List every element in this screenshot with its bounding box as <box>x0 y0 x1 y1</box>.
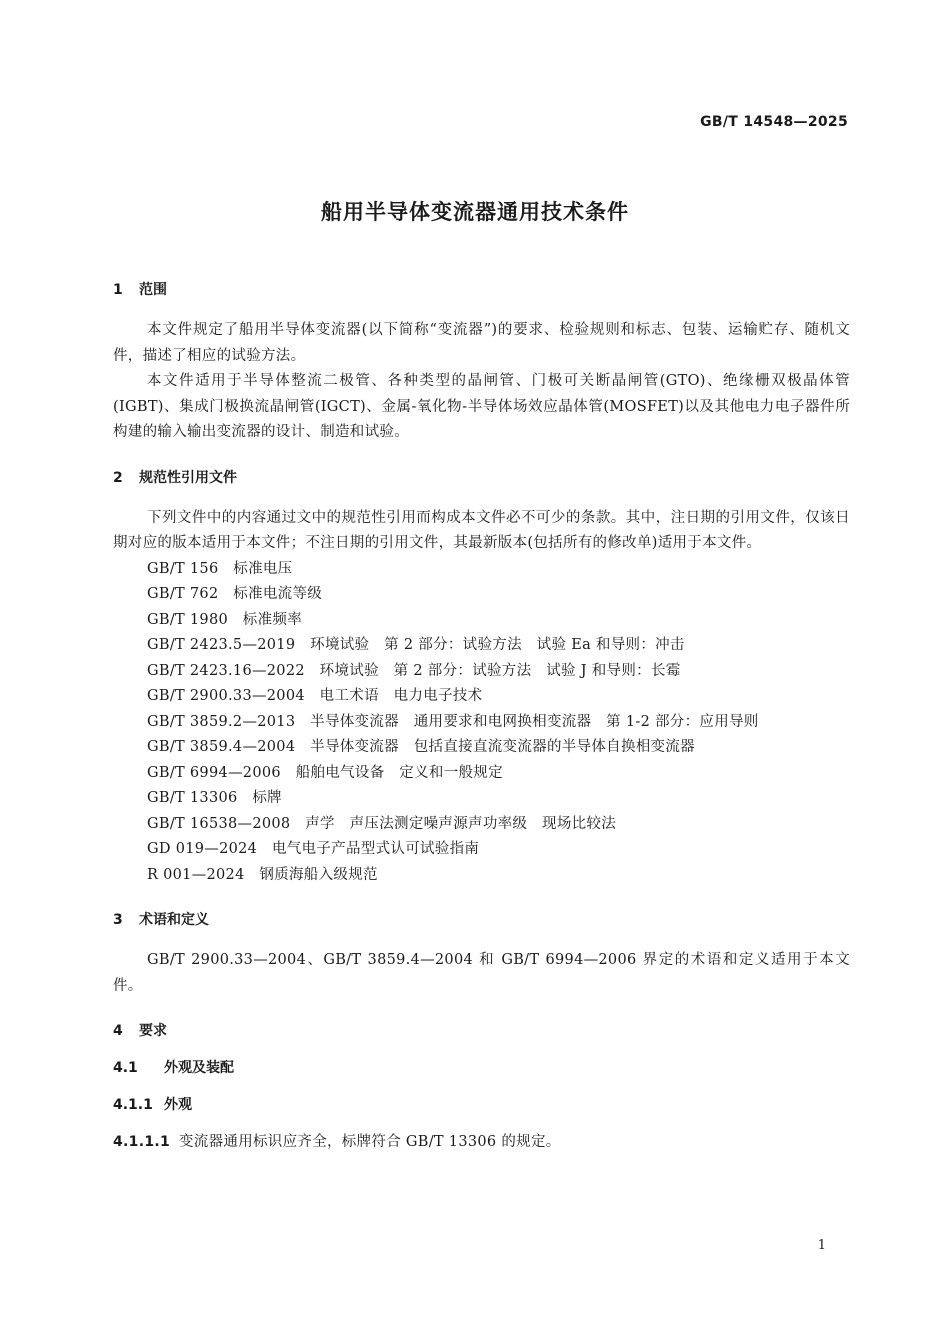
reference-item: GD 019—2024 电气电子产品型式认可试验指南 <box>147 841 480 857</box>
reference-item: GB/T 16538—2008 声学 声压法测定噪声源声功率级 现场比较法 <box>147 815 617 832</box>
reference-item: GB/T 762 标准电流等级 <box>147 586 323 602</box>
section-title: 规范性引用文件 <box>139 469 237 486</box>
reference-item: GB/T 6994—2006 船舶电气设备 定义和一般规定 <box>147 764 503 781</box>
subsection-title: 外观 <box>164 1097 192 1113</box>
subsection-number: 4.1.1 <box>113 1097 153 1113</box>
section-number: 1 <box>113 282 123 298</box>
document-title: 船用半导体变流器通用技术条件 <box>321 200 629 224</box>
section-heading-scope <box>113 278 850 302</box>
reference-item: GB/T 2423.16—2022 环境试验 第 2 部分：试验方法 试验 J 和导则：长霉 <box>147 662 681 679</box>
section-title: 术语和定义 <box>139 912 209 928</box>
reference-item: GB/T 156 标准电压 <box>147 560 293 577</box>
subsection-title: 外观及装配 <box>164 1060 234 1076</box>
section-number: 3 <box>113 912 123 928</box>
paragraph: GB/T 2900.33—2004、GB/T 3859.4—2004 和 GB/T 6994—2006 界定的术语和定义适用于本文件。 <box>113 952 850 994</box>
section-title: 要求 <box>139 1023 167 1039</box>
paragraph: 本文件规定了船用半导体变流器(以下简称“变流器”)的要求、检验规则和标志、包装、运输贮存、随机文件，描述了相应的试验方法。 <box>113 322 850 364</box>
clause-text: 变流器通用标识应齐全，标牌符合 GB/T 13306 的规定。 <box>179 1134 561 1150</box>
section-heading-terms <box>113 908 850 932</box>
standard-code: GB/T 14548—2025 <box>700 114 848 130</box>
section-title: 范围 <box>139 282 167 298</box>
paragraph: 本文件适用于半导体整流二极管、各种类型的晶闸管、门极可关断晶闸管(GTO)、绝缘栅双极晶体管(IGBT)、集成门极换流晶闸管(IGCT)、金属-氧化物-半导体场效应晶体管(MOSFET)以及其他电力电子器件所构建的输入输出变流器的设计、制造和试验。 <box>113 373 850 440</box>
section-number: 4 <box>113 1023 123 1039</box>
subsection-heading-appearance-assembly <box>113 1056 850 1080</box>
reference-item: GB/T 2900.33—2004 电工术语 电力电子技术 <box>147 688 483 704</box>
section-number: 2 <box>113 469 123 486</box>
clause-number: 4.1.1.1 <box>113 1134 171 1150</box>
section-heading-normative-references <box>113 466 850 490</box>
page-number: 1 <box>817 1238 826 1253</box>
reference-item: GB/T 13306 标牌 <box>147 790 282 806</box>
reference-item: GB/T 3859.4—2004 半导体变流器 包括直接直流变流器的半导体自换相变流器 <box>147 739 695 755</box>
subsection-heading-appearance <box>113 1093 850 1117</box>
paragraph: 下列文件中的内容通过文中的规范性引用而构成本文件必不可少的条款。其中，注日期的引用文件，仅该日期对应的版本适用于本文件；不注日期的引用文件，其最新版本(包括所有的修改单)适用于本文件。 <box>113 509 850 551</box>
clause-4-1-1-1 <box>113 1130 850 1155</box>
section-heading-requirements <box>113 1019 850 1043</box>
reference-item: GB/T 2423.5—2019 环境试验 第 2 部分：试验方法 试验 Ea 和导则：冲击 <box>147 637 685 653</box>
reference-item: GB/T 1980 标准频率 <box>147 611 303 628</box>
reference-item: R 001—2024 钢质海船入级规范 <box>147 866 378 883</box>
reference-item: GB/T 3859.2—2013 半导体变流器 通用要求和电网换相变流器 第 1-2 部分：应用导则 <box>147 713 759 730</box>
document-body <box>113 278 850 1155</box>
subsection-number: 4.1 <box>113 1060 138 1076</box>
